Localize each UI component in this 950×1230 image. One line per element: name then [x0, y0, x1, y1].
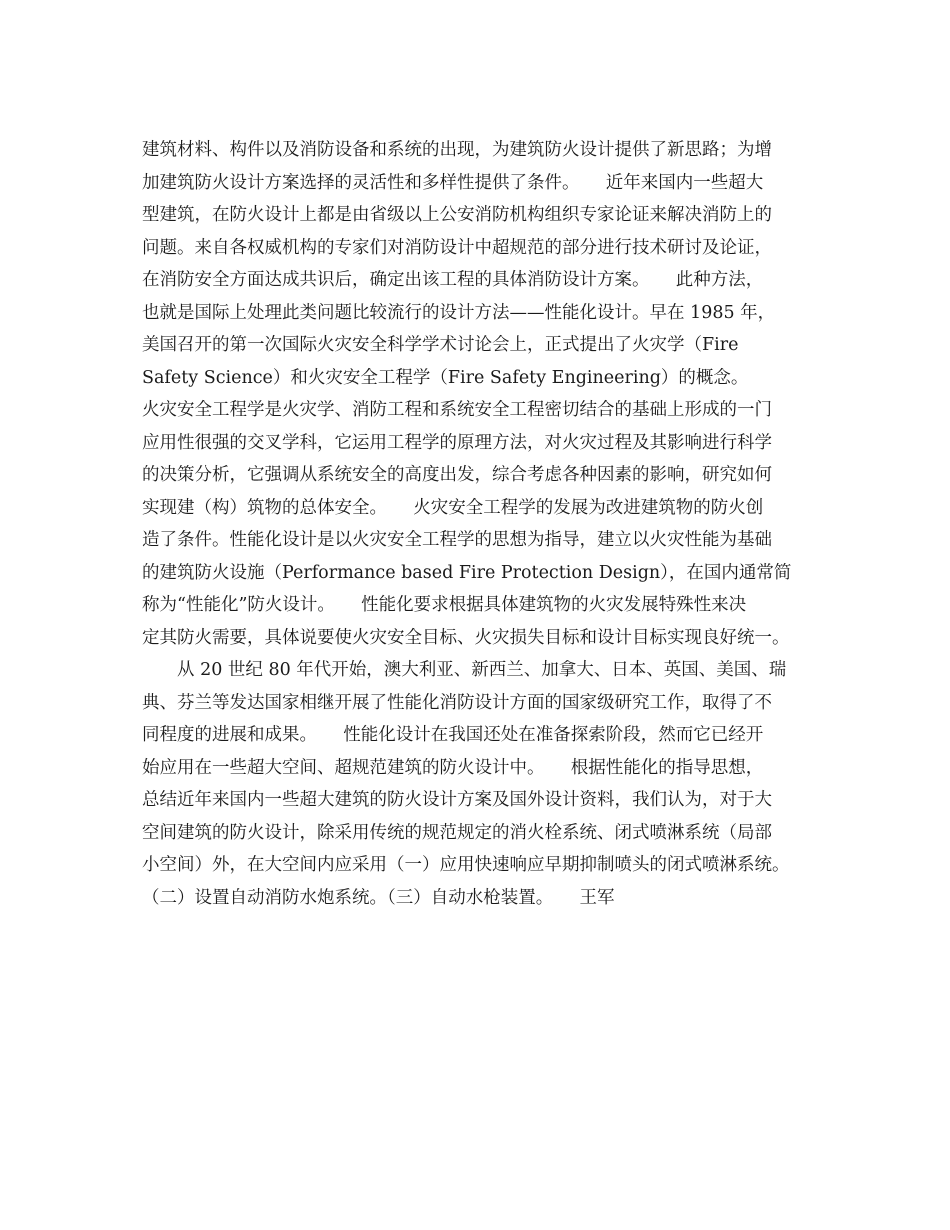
text-line: 的决策分析，它强调从系统安全的高度出发，综合考虑各种因素的影响，研究如何	[142, 465, 772, 485]
text-line: 火灾安全工程学是火灾学、消防工程和系统安全工程密切结合的基础上形成的一门	[142, 400, 772, 420]
text-line: 称为“性能化”防火设计。 性能化要求根据具体建筑物的火灾发展特殊性来决	[142, 595, 747, 615]
text-line: 始应用在一些超大空间、超规范建筑的防火设计中。 根据性能化的指导思想，	[142, 757, 764, 778]
text-line: 小空间）外，在大空间内应采用（一）应用快速响应早期抑制喷头的闭式喷淋系统。	[142, 855, 790, 875]
text-line: 典、芬兰等发达国家相继开展了性能化消防设计方面的国家级研究工作，取得了不	[142, 692, 772, 713]
text-line: （二）设置自动消防水炮系统。（三）自动水枪装置。 王军	[142, 887, 615, 908]
paragraph-start-line: 从 20 世纪 80 年代开始，澳大利亚、新西兰、加拿大、日本、英国、美国、瑞	[177, 660, 787, 680]
text-line: 建筑材料、构件以及消防设备和系统的出现，为建筑防火设计提供了新思路；为增	[142, 140, 772, 160]
text-line: 加建筑防火设计方案选择的灵活性和多样性提供了条件。 近年来国内一些超大	[142, 172, 764, 193]
text-line: 美国召开的第一次国际火灾安全科学学术讨论会上，正式提出了火灾学（Fire	[142, 335, 739, 355]
text-line: 定其防火需要，具体说要使火灾安全目标、火灾损失目标和设计目标实现良好统一。	[142, 627, 790, 648]
text-line: 型建筑，在防火设计上都是由省级以上公安消防机构组织专家论证来解决消防上的	[142, 205, 772, 225]
text-line: 造了条件。性能化设计是以火灾安全工程学的思想为指导，建立以火灾性能为基础	[142, 530, 772, 550]
text-line: 实现建（构）筑物的总体安全。 火灾安全工程学的发展为改进建筑物的防火创	[142, 497, 764, 518]
text-line: 问题。来自各权威机构的专家们对消防设计中超规范的部分进行技术研讨及论证，	[142, 237, 772, 258]
text-line: 也就是国际上处理此类问题比较流行的设计方法——性能化设计。早在 1985 年，	[142, 302, 776, 323]
text-line: 在消防安全方面达成共识后，确定出该工程的具体消防设计方案。 此种方法，	[142, 270, 764, 290]
body-text	[142, 134, 832, 914]
text-line: 总结近年来国内一些超大建筑的防火设计方案及国外设计资料，我们认为，对于大	[142, 790, 772, 810]
text-line: 的建筑防火设施（Performance based Fire Protection Design），在国内通常简	[142, 562, 792, 583]
text-line: 同程度的进展和成果。 性能化设计在我国还处在准备探索阶段，然而它已经开	[142, 725, 764, 745]
text-line: 应用性很强的交叉学科，它运用工程学的原理方法，对火灾过程及其影响进行科学	[142, 432, 772, 453]
text-line: Safety Science）和火灾安全工程学（Fire Safety Engineering）的概念。	[142, 367, 749, 388]
text-line: 空间建筑的防火设计，除采用传统的规范规定的消火栓系统、闭式喷淋系统（局部	[142, 822, 772, 843]
